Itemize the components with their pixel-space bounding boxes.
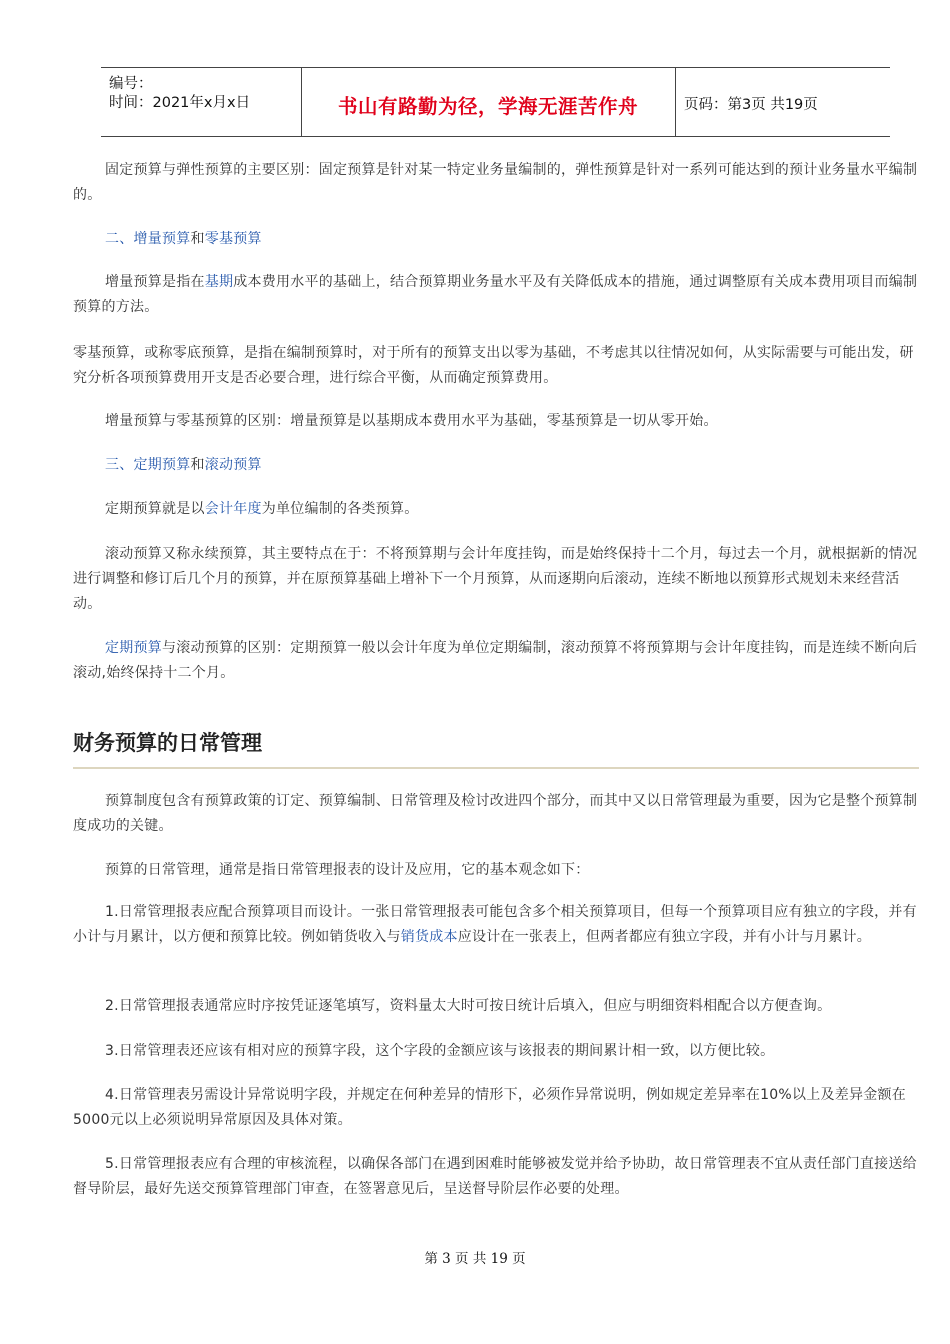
document-header (101, 67, 890, 137)
link-cost-of-sales[interactable]: 销货成本 (400, 929, 458, 945)
link-rolling-budget[interactable]: 滚动预算 (204, 457, 262, 473)
paragraph-daily-management-intro: 预算的日常管理，通常是指日常管理报表的设计及应用，它的基本观念如下： (105, 862, 590, 878)
header-meta-cell (101, 68, 302, 136)
heading-periodic-rolling (73, 453, 919, 478)
paragraph-incremental-vs-zero: 增量预算与零基预算的区别：增量预算是以基期成本费用水平为基础，零基预算是一切从零开始。 (105, 413, 718, 429)
paragraph-fixed-vs-flexible: 固定预算与弹性预算的主要区别：固定预算是针对某一特定业务量编制的，弹性预算是针对一系列可能达到的预计业务量水平编制的。 (73, 162, 918, 203)
paragraph-periodic-vs-rolling (73, 636, 919, 686)
number-label: 编号： (109, 76, 153, 92)
link-periodic-budget[interactable]: 定期预算 (133, 457, 191, 473)
header-motto-cell (301, 68, 676, 136)
header-page-cell (676, 68, 890, 136)
list-item-1 (73, 900, 919, 950)
paragraph-rolling-budget: 滚动预算又称永续预算，其主要特点在于：不将预算期与会计年度挂钩，而是始终保持十二个月，每过去一个月，就根据新的情况进行调整和修订后几个月的预算，并在原预算基础上增补下一个月预算，从而逐期向后滚动，连续不断地以预算形式规划未来经营活动。 (73, 546, 918, 612)
list-item-3: 3.日常管理表还应该有相对应的预算字段，这个字段的金额应该与该报表的期间累计相一致，以方便比较。 (105, 1043, 775, 1059)
heading-prefix: 三、 (105, 457, 134, 473)
page-number-label: 页码：第3页 共19页 (684, 97, 818, 113)
link-zero-based-budget[interactable]: 零基预算 (204, 231, 262, 247)
list-item-4: 4.日常管理表另需设计异常说明字段，并规定在何种差异的情形下，必须作异常说明，例如规定差异率在10%以上及差异金额在5000元以上必须说明异常原因及具体对策。 (73, 1087, 906, 1128)
text-span: 为单位编制的各类预算。 (261, 501, 419, 517)
text-span: 与滚动预算的区别：定期预算一般以会计年度为单位定期编制，滚动预算不将预算期与会计年度挂钩，而是连续不断向后滚动,始终保持十二个月。 (73, 640, 918, 681)
heading-prefix: 二、 (105, 231, 134, 247)
link-base-period[interactable]: 基期 (204, 274, 234, 290)
text-span: 成本费用水平的基础上，结合预算期业务量水平及有关降低成本的措施，通过调整原有关成本费用项目而编制预算的方法。 (73, 274, 918, 315)
paragraph-budget-system: 预算制度包含有预算政策的订定、预算编制、日常管理及检讨改进四个部分，而其中又以日常管理最为重要，因为它是整个预算制度成功的关键。 (73, 793, 918, 834)
heading-and: 和 (190, 457, 205, 473)
link-fiscal-year[interactable]: 会计年度 (204, 501, 262, 517)
link-incremental-budget[interactable]: 增量预算 (133, 231, 191, 247)
heading-incremental-zero-based (73, 227, 919, 252)
text-span: 定期预算就是以 (105, 501, 205, 517)
section-divider (73, 767, 919, 769)
section-title: 财务预算的日常管理 (73, 731, 262, 755)
text-span: 1.日常管理报表应配合预算项目而设计。一张日常管理报表可能包含多个相关预算项目，但每一个预算项目应有独立的字段，并有小计与月累计，以方便和预算比较。例如销货收入与 (73, 904, 917, 945)
paragraph-periodic-budget (73, 497, 919, 522)
motto-text: 书山有路勤为径，学海无涯苦作舟 (337, 95, 638, 118)
page-footer: 第 3 页 共 19 页 (424, 1251, 526, 1267)
heading-and: 和 (190, 231, 205, 247)
paragraph-zero-based-budget: 零基预算，或称零底预算，是指在编制预算时，对于所有的预算支出以零为基础，不考虑其以往情况如何，从实际需要与可能出发，研究分析各项预算费用开支是否必要合理，进行综合平衡，从而确定预算费用。 (73, 345, 914, 386)
list-item-2: 2.日常管理报表通常应时序按凭证逐笔填写，资料量太大时可按日统计后填入，但应与明细资料相配合以方便查询。 (105, 998, 832, 1014)
list-item-5: 5.日常管理报表应有合理的审核流程，以确保各部门在遇到困难时能够被发觉并给予协助，故日常管理表不宜从责任部门直接送给督导阶层，最好先送交预算管理部门审查，在签署意见后，呈送督导阶层作必要的处理。 (73, 1156, 917, 1197)
text-span: 应设计在一张表上，但两者都应有独立字段，并有小计与月累计。 (457, 929, 871, 945)
time-label: 时间：2021年x月x日 (109, 95, 251, 111)
text-span: 增量预算是指在 (105, 274, 205, 290)
link-periodic-budget-2[interactable]: 定期预算 (105, 640, 162, 656)
paragraph-incremental-budget (73, 270, 919, 320)
